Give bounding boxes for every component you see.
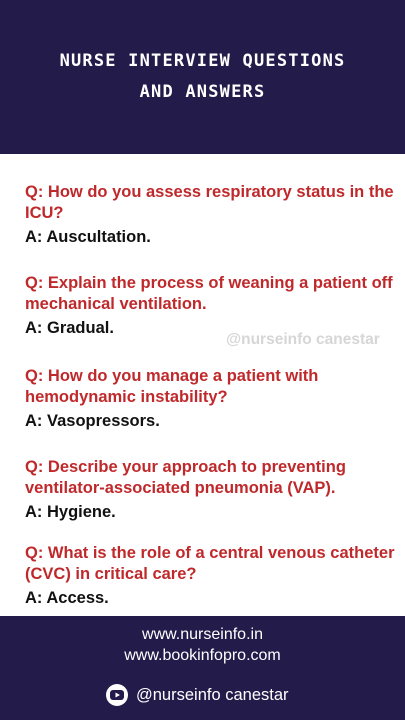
question: Q: What is the role of a central venous catheter (CVC) in critical care? bbox=[25, 544, 395, 583]
title-line-1: NURSE INTERVIEW QUESTIONS bbox=[59, 51, 346, 71]
answer: A: Hygiene. bbox=[25, 503, 116, 521]
answer: A: Vasopressors. bbox=[25, 412, 160, 430]
question: Q: How do you manage a patient with hemodynamic instability? bbox=[25, 367, 319, 406]
footer-banner bbox=[0, 616, 405, 720]
answer: A: Access. bbox=[25, 589, 109, 607]
question: Q: Explain the process of weaning a patient off mechanical ventilation. bbox=[25, 274, 393, 313]
question: Q: How do you assess respiratory status in the ICU? bbox=[25, 183, 394, 222]
header-banner bbox=[0, 0, 405, 154]
website-link-bookinfopro[interactable]: www.bookinfopro.com bbox=[124, 647, 281, 664]
qa-item bbox=[25, 182, 395, 248]
question: Q: Describe your approach to preventing ventilator-associated pneumonia (VAP). bbox=[25, 458, 346, 497]
qa-item bbox=[25, 273, 395, 339]
title-line-2: AND ANSWERS bbox=[139, 82, 266, 102]
qa-item bbox=[25, 543, 395, 609]
qa-item bbox=[25, 457, 395, 523]
social-handle-row[interactable] bbox=[106, 684, 289, 706]
youtube-icon bbox=[106, 684, 128, 706]
social-handle: @nurseinfo canestar bbox=[136, 685, 289, 704]
website-link-nurseinfo[interactable]: www.nurseinfo.in bbox=[142, 626, 263, 643]
qa-item bbox=[25, 366, 395, 432]
answer: A: Auscultation. bbox=[25, 228, 151, 246]
answer: A: Gradual. bbox=[25, 319, 114, 337]
watermark: @nurseinfo canestar bbox=[226, 331, 380, 348]
